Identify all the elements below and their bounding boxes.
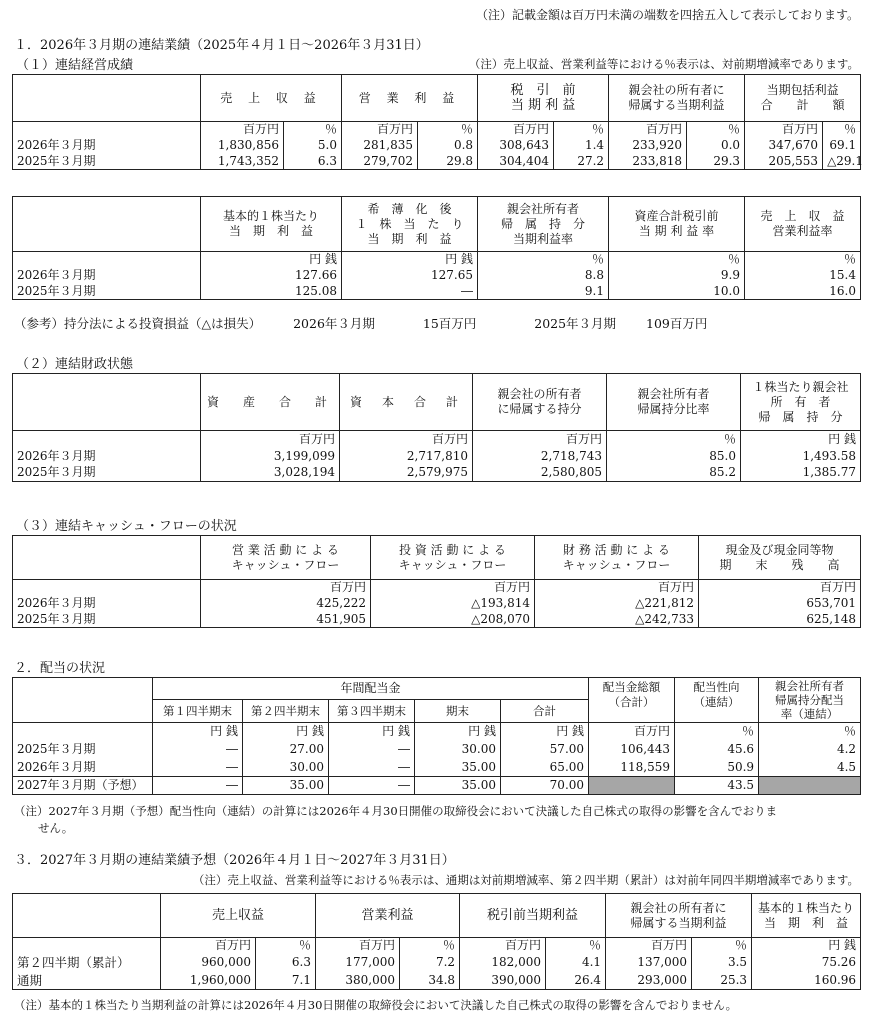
header-pretax-profit: 税 引 前 当 期 利 益 bbox=[478, 75, 609, 122]
value-cell: 15.4 bbox=[745, 268, 861, 284]
value-cell: 57.00 bbox=[501, 741, 589, 759]
header-revenue: 売上収益 bbox=[161, 894, 316, 938]
value-cell: 1.4 bbox=[554, 138, 609, 154]
value-cell: 390,000 bbox=[460, 972, 546, 990]
forecast-footnote: （注）基本的１株当たり当期利益の計算には2026年４月30日開催の取締役会において決議した自己株式の取得の影響を含んでおりません。 bbox=[14, 998, 738, 1012]
unit-cell: 円 銭 bbox=[201, 252, 342, 268]
unit-cell: 円 銭 bbox=[342, 252, 478, 268]
value-cell: 7.1 bbox=[256, 972, 316, 990]
value-cell: 160.96 bbox=[752, 972, 861, 990]
header-q3: 第３四半期末 bbox=[329, 700, 415, 723]
value-cell: △242,733 bbox=[535, 612, 699, 628]
value-cell: 653,701 bbox=[699, 596, 861, 612]
value-cell: 1,385.77 bbox=[741, 465, 861, 482]
header-annual-dividends: 年間配当金 bbox=[153, 678, 589, 700]
dividend-note-line2: せん。 bbox=[38, 821, 74, 835]
unit-cell: 百万円 bbox=[161, 938, 256, 954]
value-cell: 29.8 bbox=[418, 154, 478, 170]
value-cell: 35.00 bbox=[243, 777, 329, 795]
value-cell: 960,000 bbox=[161, 954, 256, 972]
unit-cell: ％ bbox=[546, 938, 606, 954]
row-label: 通期 bbox=[13, 972, 161, 990]
header-blank bbox=[13, 374, 201, 431]
value-cell: 6.3 bbox=[256, 954, 316, 972]
value-cell: 1,830,856 bbox=[201, 138, 284, 154]
header-q2: 第２四半期末 bbox=[243, 700, 329, 723]
header-comprehensive-income: 当期包括利益 合 計 額 bbox=[745, 75, 861, 122]
row-label: 2026年３月期 bbox=[13, 596, 201, 612]
header-total-dividend: 配当金総額 （合計） bbox=[589, 678, 675, 723]
unit-cell: 円 銭 bbox=[153, 723, 243, 741]
value-cell: 30.00 bbox=[415, 741, 501, 759]
value-cell: 293,000 bbox=[606, 972, 692, 990]
row-label: 2026年３月期 bbox=[13, 448, 201, 465]
table-row bbox=[13, 138, 861, 154]
value-cell: 182,000 bbox=[460, 954, 546, 972]
table-row bbox=[13, 465, 861, 482]
dividends-table bbox=[12, 677, 861, 795]
unit-cell: ％ bbox=[400, 938, 460, 954]
header-investing-cf: 投 資 活 動 に よ る キャッシュ・フロー bbox=[371, 536, 535, 580]
header-roe: 親会社所有者 帰 属 持 分 当期利益率 bbox=[478, 197, 609, 252]
value-cell: 45.6 bbox=[675, 741, 759, 759]
value-cell: 9.1 bbox=[478, 284, 609, 300]
value-cell: 65.00 bbox=[501, 759, 589, 777]
unit-cell: ％ bbox=[478, 252, 609, 268]
unit-cell: 百万円 bbox=[473, 431, 607, 448]
value-cell: 304,404 bbox=[478, 154, 554, 170]
value-cell: 27.2 bbox=[554, 154, 609, 170]
section1-title: １．2026年３月期の連結業績（2025年４月１日～2026年３月31日） bbox=[14, 38, 429, 53]
header-blank bbox=[13, 197, 201, 252]
unit-cell: ％ bbox=[745, 252, 861, 268]
value-cell: 3.5 bbox=[692, 954, 752, 972]
unit-cell: ％ bbox=[284, 122, 342, 138]
unit-cell: ％ bbox=[256, 938, 316, 954]
header-blank bbox=[13, 894, 161, 938]
value-cell: 0.0 bbox=[687, 138, 745, 154]
unit-cell: 百万円 bbox=[340, 431, 473, 448]
unit-cell: 百万円 bbox=[609, 122, 687, 138]
value-cell: 380,000 bbox=[316, 972, 400, 990]
header-cash-balance: 現金及び現金同等物 期 末 残 高 bbox=[699, 536, 861, 580]
value-cell: 85.2 bbox=[607, 465, 741, 482]
row-label: 2026年３月期 bbox=[13, 138, 201, 154]
header-basic-eps: 基本的１株当たり 当 期 利 益 bbox=[201, 197, 342, 252]
value-cell: 1,493.58 bbox=[741, 448, 861, 465]
unit-cell: ％ bbox=[823, 122, 861, 138]
equity-method-value-2: 109百万円 bbox=[646, 316, 708, 331]
value-cell: ― bbox=[342, 284, 478, 300]
unit-cell: ％ bbox=[607, 431, 741, 448]
value-cell: 8.8 bbox=[478, 268, 609, 284]
section2-title: ２．配当の状況 bbox=[14, 661, 106, 676]
header-owners-profit: 親会社の所有者に 帰属する当期利益 bbox=[609, 75, 745, 122]
value-cell: 451,905 bbox=[201, 612, 371, 628]
row-label: 2025年３月期 bbox=[13, 284, 201, 300]
row-label: 2025年３月期 bbox=[13, 612, 201, 628]
row-label: 第２四半期（累計） bbox=[13, 954, 161, 972]
value-cell: 118,559 bbox=[589, 759, 675, 777]
value-cell: 25.3 bbox=[692, 972, 752, 990]
header-operating-profit: 営 業 利 益 bbox=[342, 75, 478, 122]
value-cell: ― bbox=[153, 777, 243, 795]
value-cell: 233,920 bbox=[609, 138, 687, 154]
value-cell: 35.00 bbox=[415, 759, 501, 777]
value-cell: 279,702 bbox=[342, 154, 418, 170]
value-cell: ― bbox=[329, 741, 415, 759]
value-cell: 70.00 bbox=[501, 777, 589, 795]
unit-cell: ％ bbox=[554, 122, 609, 138]
value-cell: 4.2 bbox=[759, 741, 861, 759]
table-row bbox=[13, 284, 861, 300]
equity-method-label: （参考）持分法による投資損益（△は損失） bbox=[14, 316, 262, 331]
unit-cell: 百万円 bbox=[201, 431, 340, 448]
header-equity-ratio: 親会社所有者 帰属持分比率 bbox=[607, 374, 741, 431]
header-total-assets: 資 産 合 計 bbox=[201, 374, 340, 431]
value-cell: 137,000 bbox=[606, 954, 692, 972]
value-cell: 0.8 bbox=[418, 138, 478, 154]
value-cell: ― bbox=[329, 777, 415, 795]
value-cell: 35.00 bbox=[415, 777, 501, 795]
equity-method-period-2: 2025年３月期 bbox=[534, 316, 617, 331]
value-cell: 30.00 bbox=[243, 759, 329, 777]
header-q1: 第１四半期末 bbox=[153, 700, 243, 723]
value-cell: 106,443 bbox=[589, 741, 675, 759]
value-cell: 1,743,352 bbox=[201, 154, 284, 170]
unit-cell: 百万円 bbox=[745, 122, 823, 138]
value-cell: 347,670 bbox=[745, 138, 823, 154]
unit-cell: 百万円 bbox=[699, 580, 861, 596]
unit-cell: 百万円 bbox=[342, 122, 418, 138]
value-cell: 1,960,000 bbox=[161, 972, 256, 990]
shaded-cell bbox=[759, 777, 861, 795]
value-cell: 625,148 bbox=[699, 612, 861, 628]
unit-cell: ％ bbox=[675, 723, 759, 741]
section1-sub3: （３）連結キャッシュ・フローの状況 bbox=[16, 519, 237, 534]
table-row bbox=[13, 596, 861, 612]
value-cell: 69.1 bbox=[823, 138, 861, 154]
section3-title: ３．2027年３月期の連結業績予想（2026年４月１日～2027年３月31日） bbox=[14, 853, 455, 868]
value-cell: 26.4 bbox=[546, 972, 606, 990]
value-cell: 75.26 bbox=[752, 954, 861, 972]
unit-cell: 百万円 bbox=[460, 938, 546, 954]
unit-cell: 円 銭 bbox=[243, 723, 329, 741]
unit-cell: 百万円 bbox=[478, 122, 554, 138]
header-blank bbox=[13, 75, 201, 122]
unit-cell: 百万円 bbox=[201, 122, 284, 138]
top-note: （注）記載金額は百万円未満の端数を四捨五入して表示しております。 bbox=[475, 8, 859, 22]
value-cell: 85.0 bbox=[607, 448, 741, 465]
header-operating-margin: 売 上 収 益 営業利益率 bbox=[745, 197, 861, 252]
table-row bbox=[13, 954, 861, 972]
value-cell: △208,070 bbox=[371, 612, 535, 628]
unit-cell: 百万円 bbox=[589, 723, 675, 741]
row-label: 2027年３月期（予想） bbox=[13, 777, 153, 795]
header-financing-cf: 財 務 活 動 に よ る キャッシュ・フロー bbox=[535, 536, 699, 580]
row-label: 2025年３月期 bbox=[13, 154, 201, 170]
profitability-table bbox=[12, 196, 861, 300]
unit-cell: 百万円 bbox=[316, 938, 400, 954]
header-year-end: 期末 bbox=[415, 700, 501, 723]
value-cell: 43.5 bbox=[675, 777, 759, 795]
row-label: 2026年３月期 bbox=[13, 268, 201, 284]
dividend-note-line1: （注）2027年３月期（予想）配当性向（連結）の計算には2026年４月30日開催の取締役会において決議した自己株式の取得の影響を含んでおりま bbox=[14, 804, 778, 818]
header-doe: 親会社所有者 帰属持分配当 率（連結） bbox=[759, 678, 861, 723]
value-cell: 233,818 bbox=[609, 154, 687, 170]
header-roa: 資産合計税引前 当 期 利 益 率 bbox=[609, 197, 745, 252]
header-pretax-profit: 税引前当期利益 bbox=[460, 894, 606, 938]
table-row bbox=[13, 741, 861, 759]
financial-position-table bbox=[12, 373, 861, 482]
value-cell: △193,814 bbox=[371, 596, 535, 612]
value-cell: 10.0 bbox=[609, 284, 745, 300]
unit-cell: ％ bbox=[418, 122, 478, 138]
value-cell: ― bbox=[153, 741, 243, 759]
table-row bbox=[13, 759, 861, 777]
value-cell: 6.3 bbox=[284, 154, 342, 170]
value-cell: 127.65 bbox=[342, 268, 478, 284]
header-blank bbox=[13, 678, 153, 723]
unit-cell: 円 銭 bbox=[501, 723, 589, 741]
table-row bbox=[13, 777, 861, 795]
unit-cell: 円 銭 bbox=[752, 938, 861, 954]
header-total-equity: 資 本 合 計 bbox=[340, 374, 473, 431]
header-total: 合計 bbox=[501, 700, 589, 723]
header-blank bbox=[13, 536, 201, 580]
value-cell: 177,000 bbox=[316, 954, 400, 972]
value-cell: 2,717,810 bbox=[340, 448, 473, 465]
table-row bbox=[13, 972, 861, 990]
header-diluted-eps: 希 薄 化 後 １ 株 当 た り 当 期 利 益 bbox=[342, 197, 478, 252]
section1-sub2: （２）連結財政状態 bbox=[16, 357, 134, 372]
value-cell: 2,718,743 bbox=[473, 448, 607, 465]
table-row bbox=[13, 448, 861, 465]
value-cell: 308,643 bbox=[478, 138, 554, 154]
cash-flow-table bbox=[12, 535, 861, 628]
equity-method-note bbox=[14, 314, 707, 332]
value-cell: 50.9 bbox=[675, 759, 759, 777]
equity-method-period-1: 2026年３月期 bbox=[293, 316, 375, 331]
value-cell: 2,580,805 bbox=[473, 465, 607, 482]
value-cell: 281,835 bbox=[342, 138, 418, 154]
forecast-table bbox=[12, 893, 861, 990]
table-row bbox=[13, 154, 861, 170]
value-cell: 3,028,194 bbox=[201, 465, 340, 482]
header-basic-eps: 基本的１株当たり 当 期 利 益 bbox=[752, 894, 861, 938]
value-cell: 127.66 bbox=[201, 268, 342, 284]
header-payout-ratio: 配当性向 （連結） bbox=[675, 678, 759, 723]
unit-cell: 円 銭 bbox=[329, 723, 415, 741]
header-operating-cf: 営 業 活 動 に よ る キャッシュ・フロー bbox=[201, 536, 371, 580]
unit-cell: 百万円 bbox=[201, 580, 371, 596]
value-cell: 34.8 bbox=[400, 972, 460, 990]
value-cell: 3,199,099 bbox=[201, 448, 340, 465]
value-cell: 4.5 bbox=[759, 759, 861, 777]
value-cell: 27.00 bbox=[243, 741, 329, 759]
value-cell: 4.1 bbox=[546, 954, 606, 972]
value-cell: 205,553 bbox=[745, 154, 823, 170]
value-cell: △29.1 bbox=[823, 154, 861, 170]
unit-cell: ％ bbox=[687, 122, 745, 138]
header-owners-profit: 親会社の所有者に 帰属する当期利益 bbox=[606, 894, 752, 938]
unit-cell: ％ bbox=[759, 723, 861, 741]
unit-cell: 百万円 bbox=[535, 580, 699, 596]
table-row bbox=[13, 268, 861, 284]
section1-sub1-note: （注）売上収益、営業利益等における％表示は、対前期増減率であります。 bbox=[468, 57, 859, 71]
row-label: 2026年３月期 bbox=[13, 759, 153, 777]
value-cell: 425,222 bbox=[201, 596, 371, 612]
value-cell: ― bbox=[329, 759, 415, 777]
table-row bbox=[13, 612, 861, 628]
unit-cell: 円 銭 bbox=[415, 723, 501, 741]
row-label: 2025年３月期 bbox=[13, 465, 201, 482]
value-cell: ― bbox=[153, 759, 243, 777]
value-cell: 7.2 bbox=[400, 954, 460, 972]
unit-cell: ％ bbox=[609, 252, 745, 268]
value-cell: 9.9 bbox=[609, 268, 745, 284]
consolidated-results-table bbox=[12, 74, 864, 170]
value-cell: 5.0 bbox=[284, 138, 342, 154]
value-cell: 16.0 bbox=[745, 284, 861, 300]
value-cell: 2,579,975 bbox=[340, 465, 473, 482]
section1-sub1: （１）連結経営成績 bbox=[16, 58, 134, 73]
value-cell: △221,812 bbox=[535, 596, 699, 612]
unit-cell: 百万円 bbox=[606, 938, 692, 954]
header-operating-profit: 営業利益 bbox=[316, 894, 460, 938]
unit-cell: 円 銭 bbox=[741, 431, 861, 448]
header-owners-equity: 親会社の所有者 に帰属する持分 bbox=[473, 374, 607, 431]
value-cell: 125.08 bbox=[201, 284, 342, 300]
equity-method-value-1: 15百万円 bbox=[422, 316, 477, 331]
row-label: 2025年３月期 bbox=[13, 741, 153, 759]
header-bps: １株当たり親会社 所 有 者 帰 属 持 分 bbox=[741, 374, 861, 431]
section3-note: （注）売上収益、営業利益等における％表示は、通期は対前期増減率、第２四半期（累計）は対前年同四半期増減率であります。 bbox=[192, 873, 859, 887]
unit-cell: 百万円 bbox=[371, 580, 535, 596]
unit-cell: ％ bbox=[692, 938, 752, 954]
shaded-cell bbox=[589, 777, 675, 795]
header-revenue: 売 上 収 益 bbox=[201, 75, 342, 122]
value-cell: 29.3 bbox=[687, 154, 745, 170]
